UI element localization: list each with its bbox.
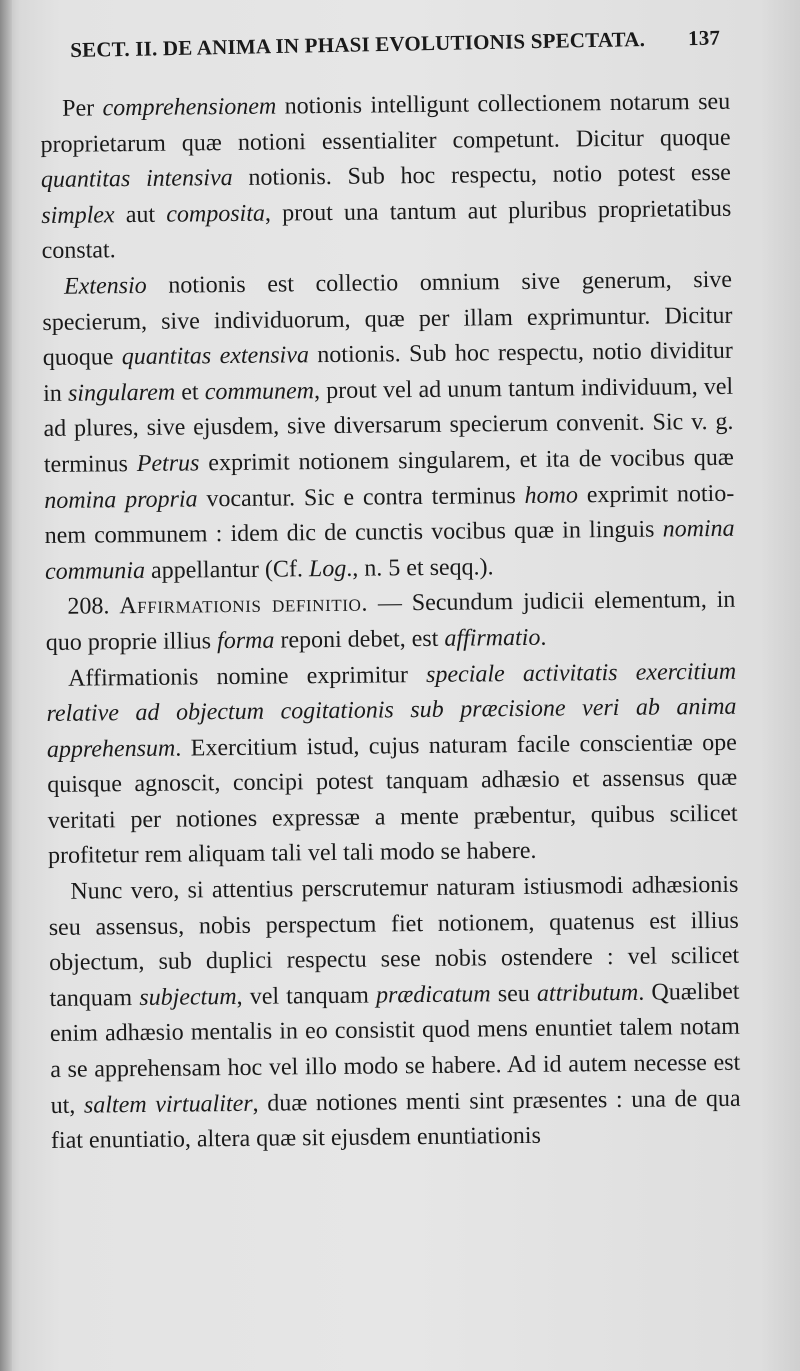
page-body	[40, 85, 741, 1160]
section-heading: Affirmationis definitio.	[119, 590, 369, 620]
section-number: 208.	[67, 593, 120, 621]
page-gutter-shadow	[0, 0, 12, 1371]
paragraph-comprehensio: Per comprehensionem notionis intelligunt collectionem notarum seu proprietarum quæ notioni essentialiter competunt. Dicitur quoque quantitas intensiva notionis. Sub hoc respectu, notio potest esse simplex aut composita, prout una tantum aut pluribus proprietatibus constat.	[40, 88, 732, 265]
page-number: 137	[687, 25, 721, 51]
paragraph-affirmationis-nomine: Affirmationis nomine exprimitur speciale activitatis exercitium relative ad objectum cogitationis sub præcisione veri ab anima apprehensum. Exercitium istud, cujus naturam facile conscientiæ ope quisque agnoscit, concipi potest tanquam adhæsio et assensus quæ veritati per notiones expressæ a mente præbentur, quibus scilicet profitetur rem aliquam tali vel tali modo se habere.	[46, 658, 738, 870]
paragraph-208-affirmationis: 208. Affirmationis definitio. — Secundum judicii elementum, in quo proprie illius forma reponi debet, est affirmatio.	[45, 587, 736, 656]
header-title: SECT. II. DE ANIMA IN PHASI EVOLUTIONIS SPECTATA.	[70, 26, 646, 62]
paragraph-nunc-vero: Nunc vero, si attentius perscrutemur naturam istiusmodi adhæsionis seu assensus, nobis perspectum fiet notionem, quatenus est illius objectum, sub duplici respectu sese nobis ostendere : vel scilicet tanquam subjectum, vel tanquam prædicatum seu attributum. Quælibet enim adhæsio mentalis in eo consistit quod mens enuntiet talem notam a se apprehensam hoc vel illo modo se habere. Ad id autem necesse est ut, saltem virtualiter, duæ notiones menti sint præsentes : una de qua fiat enuntiatio, altera quæ sit ejusdem enuntiationis	[48, 871, 741, 1155]
running-header	[70, 26, 720, 63]
paragraph-extensio: Extensio notionis est collectio omnium sive generum, sive specierum, sive individuorum, quæ per illam exprimuntur. Dicitur quoque quantitas extensiva notionis. Sub hoc respectu, notio dividitur in singularem et communem, prout vel ad unum tantum individuum, vel ad plures, sive ejusdem, sive diversarum specierum convenit. Sic v. g. terminus Petrus exprimit notionem singularem, et ita de vocibus quæ nomina propria vocantur. Sic e contra terminus homo exprimit notionem communem : idem dic de cunctis vocibus quæ in linguis nomina communia appellantur (Cf. Log., n. 5 et seqq.).	[42, 266, 735, 585]
